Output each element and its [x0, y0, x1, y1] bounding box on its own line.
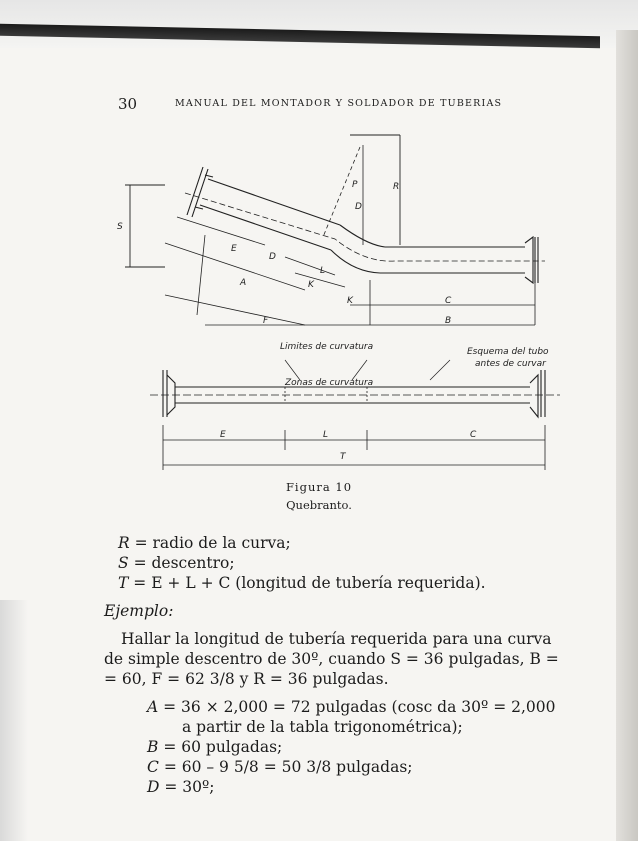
label-D-bend: D: [269, 252, 276, 262]
figure-caption-label: Figura 10: [285, 480, 353, 494]
note-zone: Zonas de curvatura: [285, 378, 374, 388]
label-A: A: [240, 278, 247, 288]
label-C-bottom: C: [470, 430, 477, 440]
calc-a-cont: a partir de la tabla trigonométrica);: [182, 718, 463, 736]
label-T: T: [340, 452, 346, 462]
def-r: R = radio de la curva;: [118, 534, 291, 552]
label-K: K: [347, 296, 353, 306]
example-para-3: = 60, F = 62 3/8 y R = 36 pulgadas.: [104, 670, 389, 688]
example-para-2: de simple descentro de 30º, cuando S = 36 pulgadas, B =: [104, 650, 559, 668]
figure-caption-title: Quebranto.: [286, 498, 352, 512]
label-F: F: [263, 316, 269, 326]
label-C: C: [445, 296, 452, 306]
label-R: R: [393, 182, 400, 192]
calc-b: B = 60 pulgadas;: [147, 738, 283, 756]
scan-right-edge: [616, 30, 638, 841]
label-B: B: [445, 316, 452, 326]
calc-a: A = 36 × 2,000 = 72 pulgadas (cosc da 30º = 2,000: [147, 698, 556, 716]
example-heading: Ejemplo:: [104, 602, 174, 620]
label-L-angled: L: [320, 266, 326, 276]
page-number: 30: [118, 95, 138, 113]
note-scheme-2: antes de curvar: [475, 359, 546, 369]
calc-c: C = 60 – 9 5/8 = 50 3/8 pulgadas;: [147, 758, 413, 776]
label-D-top: D: [355, 202, 362, 212]
label-P: P: [352, 180, 358, 190]
scan-left-shadow: [0, 600, 28, 841]
def-t: T = E + L + C (longitud de tubería requerida).: [118, 574, 486, 592]
figure-diagram: [105, 125, 565, 485]
note-scheme-1: Esquema del tubo: [467, 347, 549, 357]
label-K-angled: K: [308, 280, 314, 290]
calc-d: D = 30º;: [147, 778, 215, 796]
label-S: S: [117, 222, 123, 232]
label-L-bottom: L: [323, 430, 329, 440]
page-header: [0, 95, 638, 113]
def-s: S = descentro;: [118, 554, 235, 572]
running-title: MANUAL DEL MONTADOR Y SOLDADOR DE TUBERIAS: [175, 98, 503, 109]
label-E-bottom: E: [220, 430, 226, 440]
label-E: E: [231, 244, 237, 254]
note-limits: Limites de curvatura: [280, 342, 374, 352]
example-para-1: Hallar la longitud de tubería requerida para una curva: [121, 630, 552, 648]
